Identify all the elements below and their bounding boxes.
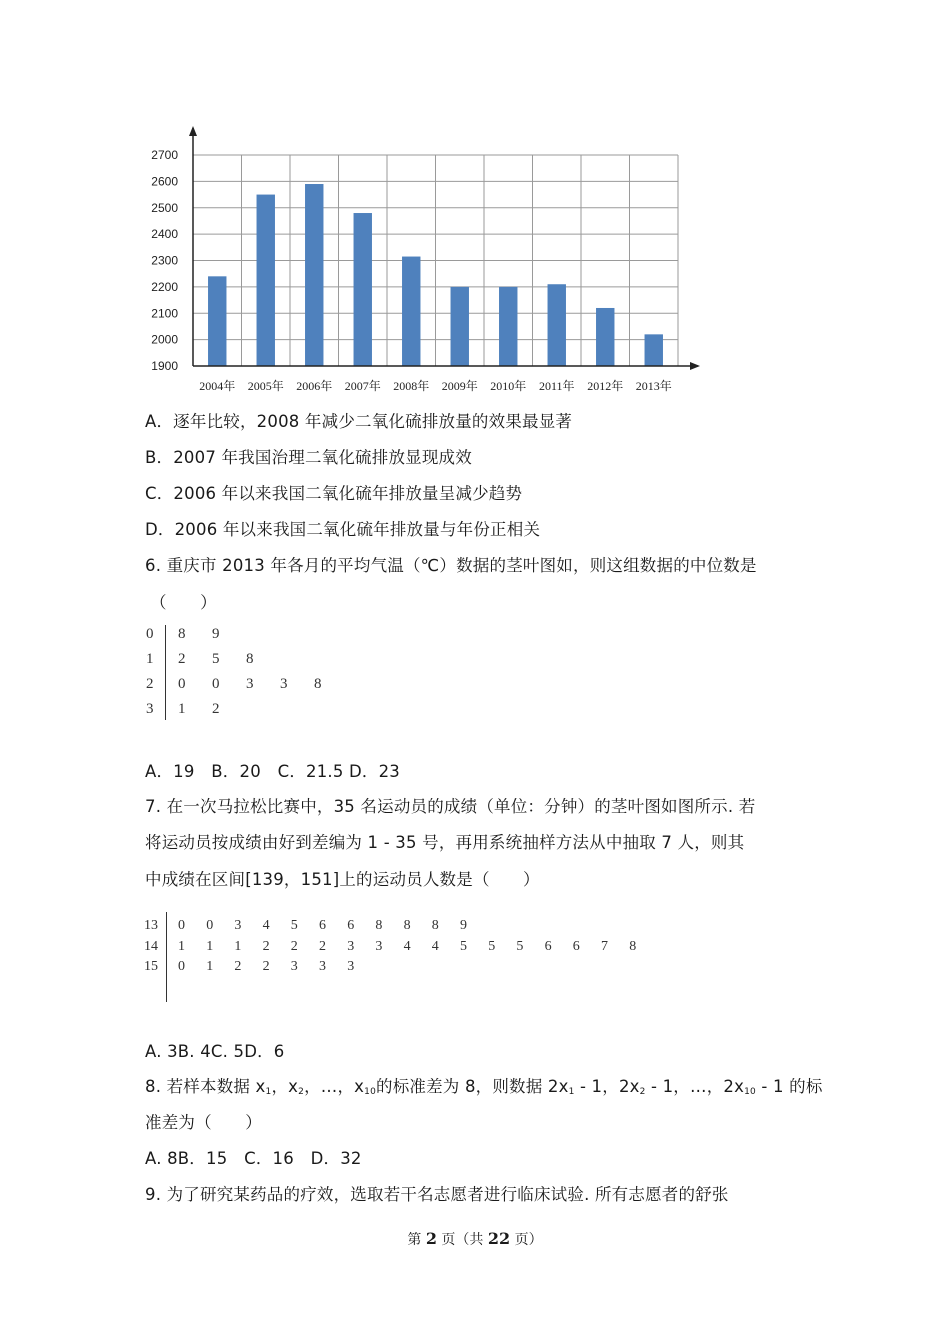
leaf-value: 4 — [262, 918, 270, 933]
q8-x2: x — [288, 1077, 299, 1096]
leaf-value: 2 — [262, 959, 270, 974]
leaf-value: 2 — [262, 938, 270, 954]
leaf-value: 5 — [460, 938, 467, 954]
bar-2004年 — [208, 276, 226, 366]
y-tick-label: 2000 — [151, 332, 178, 347]
leaf-value: 3 — [347, 938, 355, 954]
leaf-value: 0 — [212, 676, 220, 692]
y-tick-label: 2300 — [151, 253, 178, 268]
stem-value: 14 — [144, 938, 158, 954]
x-tick-label: 2013年 — [635, 379, 672, 393]
leaf-value: 8 — [431, 918, 439, 933]
stem-value: 2 — [146, 676, 154, 692]
x-tick-label: 2012年 — [587, 379, 624, 393]
y-axis-ticks — [151, 148, 178, 373]
stem-divider — [165, 625, 166, 720]
leaf-value: 3 — [375, 938, 383, 954]
q8-prefix: 8. 若样本数据 — [145, 1077, 256, 1096]
leaf-value: 3 — [246, 676, 254, 692]
bar-2007年 — [354, 213, 372, 366]
q8-sub10: 10 — [364, 1087, 376, 1097]
leaf-value: 1 — [178, 938, 185, 954]
leaf-value: 5 — [516, 938, 524, 954]
leaf-value: 3 — [290, 959, 298, 974]
footer-page-number: 2 — [425, 1229, 437, 1248]
q8-mid: 的标准差为 8，则数据 — [376, 1077, 548, 1096]
footer-pre: 第 — [407, 1232, 426, 1248]
q8-dm1: - 1， — [574, 1077, 619, 1096]
x-tick-label: 2011年 — [538, 379, 575, 393]
y-axis-arrow — [189, 126, 197, 136]
leaf-value: 8 — [246, 651, 254, 667]
footer-total-pages: 22 — [487, 1229, 511, 1248]
stem-divider — [166, 912, 167, 1002]
question-7-options: A. 3B. 4C. 5D．6 — [145, 1042, 285, 1061]
y-tick-label: 1900 — [151, 359, 178, 373]
footer-mid: 页（共 — [436, 1232, 488, 1248]
leaf-value: 9 — [212, 626, 220, 642]
footer-post: 页） — [510, 1232, 543, 1248]
q8-dm2: - 1，…， — [645, 1077, 724, 1096]
leaf-value: 3 — [347, 959, 355, 974]
q8-dsub1: 1 — [568, 1087, 575, 1097]
option-5b: B．2007 年我国治理二氧化硫排放显现成效 — [145, 448, 472, 467]
q8-d1: 2x — [547, 1077, 569, 1096]
leaf-value: 6 — [319, 918, 326, 933]
leaf-value: 2 — [319, 938, 326, 954]
q8-sub1: 1 — [265, 1087, 272, 1097]
emission-bar-chart — [138, 120, 708, 400]
leaf-value: 1 — [178, 701, 186, 717]
leaf-value: 1 — [234, 938, 242, 954]
question-6-options: A．19 B．20 C．21.5 D．23 — [145, 762, 401, 781]
question-6-text: 6. 重庆市 2013 年各月的平均气温（℃）数据的茎叶图如，则这组数据的中位数是 — [145, 556, 757, 575]
bar-2005年 — [257, 195, 275, 366]
leaf-value: 6 — [572, 938, 580, 954]
q8-sep1: ， — [271, 1077, 289, 1096]
y-tick-label: 2200 — [151, 279, 178, 294]
bar-2013年 — [645, 334, 663, 366]
x-tick-label: 2004年 — [199, 379, 236, 393]
leaf-value: 0 — [178, 918, 185, 933]
q8-d2: 2x — [618, 1077, 640, 1096]
question-7-line2: 将运动员按成绩由好到差编为 1 - 35 号，再用系统抽样方法从中抽取 7 人，则其 — [145, 833, 745, 852]
q8-d3: 2x — [723, 1077, 745, 1096]
leaf-value: 2 — [212, 701, 220, 717]
leaf-value: 2 — [234, 959, 242, 974]
question-7-line3: 中成绩在区间[139，151]上的运动员人数是（ ） — [145, 870, 540, 889]
stem-value: 3 — [146, 701, 154, 717]
q8-dsub2: 2 — [639, 1087, 646, 1097]
leaf-value: 5 — [488, 938, 496, 954]
question-7-line1: 7. 在一次马拉松比赛中，35 名运动员的成绩（单位：分钟）的茎叶图如图所示. 若 — [145, 797, 756, 816]
leaf-value: 1 — [206, 959, 214, 974]
x-tick-label: 2010年 — [490, 379, 527, 393]
bar-2012年 — [596, 308, 614, 366]
x-tick-label: 2007年 — [344, 379, 381, 393]
question-9-text: 9. 为了研究某药品的疗效，选取若干名志愿者进行临床试验. 所有志愿者的舒张 — [145, 1185, 729, 1204]
stem-leaf-q7 — [144, 912, 684, 1004]
leaf-value: 8 — [629, 938, 637, 954]
leaf-value: 5 — [290, 918, 298, 933]
leaf-value: 2 — [290, 938, 298, 954]
leaf-value: 6 — [347, 918, 355, 933]
stem-value: 13 — [144, 918, 158, 933]
option-5a: A．逐年比较，2008 年减少二氧化硫排放量的效果最显著 — [145, 412, 573, 431]
leaf-value: 9 — [460, 918, 467, 933]
y-tick-label: 2100 — [151, 306, 178, 321]
y-tick-label: 2700 — [151, 148, 178, 162]
x-tick-label: 2005年 — [247, 379, 284, 393]
leaf-value: 4 — [431, 938, 439, 954]
y-tick-label: 2500 — [151, 200, 178, 215]
q8-x1: x — [255, 1077, 266, 1096]
leaf-value: 8 — [403, 918, 411, 933]
question-8-line1 — [145, 1073, 823, 1097]
leaf-value: 7 — [601, 938, 608, 954]
bar-2011年 — [548, 284, 566, 366]
bar-2009年 — [451, 287, 469, 366]
leaf-value: 6 — [544, 938, 552, 954]
stem-leaf-q6 — [146, 625, 366, 725]
x-axis-ticks — [199, 378, 672, 393]
leaf-value: 3 — [319, 959, 326, 974]
stem-value: 1 — [146, 651, 154, 667]
page-footer — [0, 1229, 950, 1249]
leaf-value: 8 — [314, 676, 322, 692]
q8-sub2: 2 — [298, 1087, 305, 1097]
q8-sep2: ，…， — [304, 1077, 355, 1096]
x-axis-arrow — [690, 362, 700, 370]
leaf-value: 5 — [212, 651, 220, 667]
option-5c: C．2006 年以来我国二氧化硫年排放量呈减少趋势 — [145, 484, 523, 503]
q8-x10: x — [354, 1077, 365, 1096]
bar-2008年 — [402, 257, 420, 366]
leaf-value: 8 — [178, 626, 186, 642]
bar-2006年 — [305, 184, 323, 366]
leaf-value: 3 — [280, 676, 288, 692]
q8-dsub10: 10 — [744, 1087, 756, 1097]
leaf-value: 2 — [178, 651, 186, 667]
question-6-paren: （ ） — [150, 593, 217, 612]
leaf-value: 0 — [178, 959, 185, 974]
question-8-line2: 准差为（ ） — [145, 1113, 262, 1132]
leaf-value: 0 — [178, 676, 186, 692]
stem-value: 15 — [144, 959, 158, 974]
x-tick-label: 2006年 — [296, 379, 333, 393]
leaf-value: 1 — [206, 938, 214, 954]
leaf-value: 4 — [403, 938, 411, 954]
leaf-value: 8 — [375, 918, 383, 933]
x-tick-label: 2009年 — [441, 379, 478, 393]
question-8-options: A. 8B．15 C．16 D．32 — [145, 1149, 362, 1168]
leaf-value: 3 — [234, 918, 242, 933]
stem-value: 0 — [146, 626, 154, 642]
x-tick-label: 2008年 — [393, 379, 430, 393]
q8-end: - 1 的标 — [755, 1077, 823, 1096]
y-tick-label: 2400 — [151, 227, 178, 242]
y-tick-label: 2600 — [151, 174, 178, 189]
bar-2010年 — [499, 287, 517, 366]
option-5d: D．2006 年以来我国二氧化硫年排放量与年份正相关 — [145, 520, 541, 539]
leaf-value: 0 — [206, 918, 214, 933]
